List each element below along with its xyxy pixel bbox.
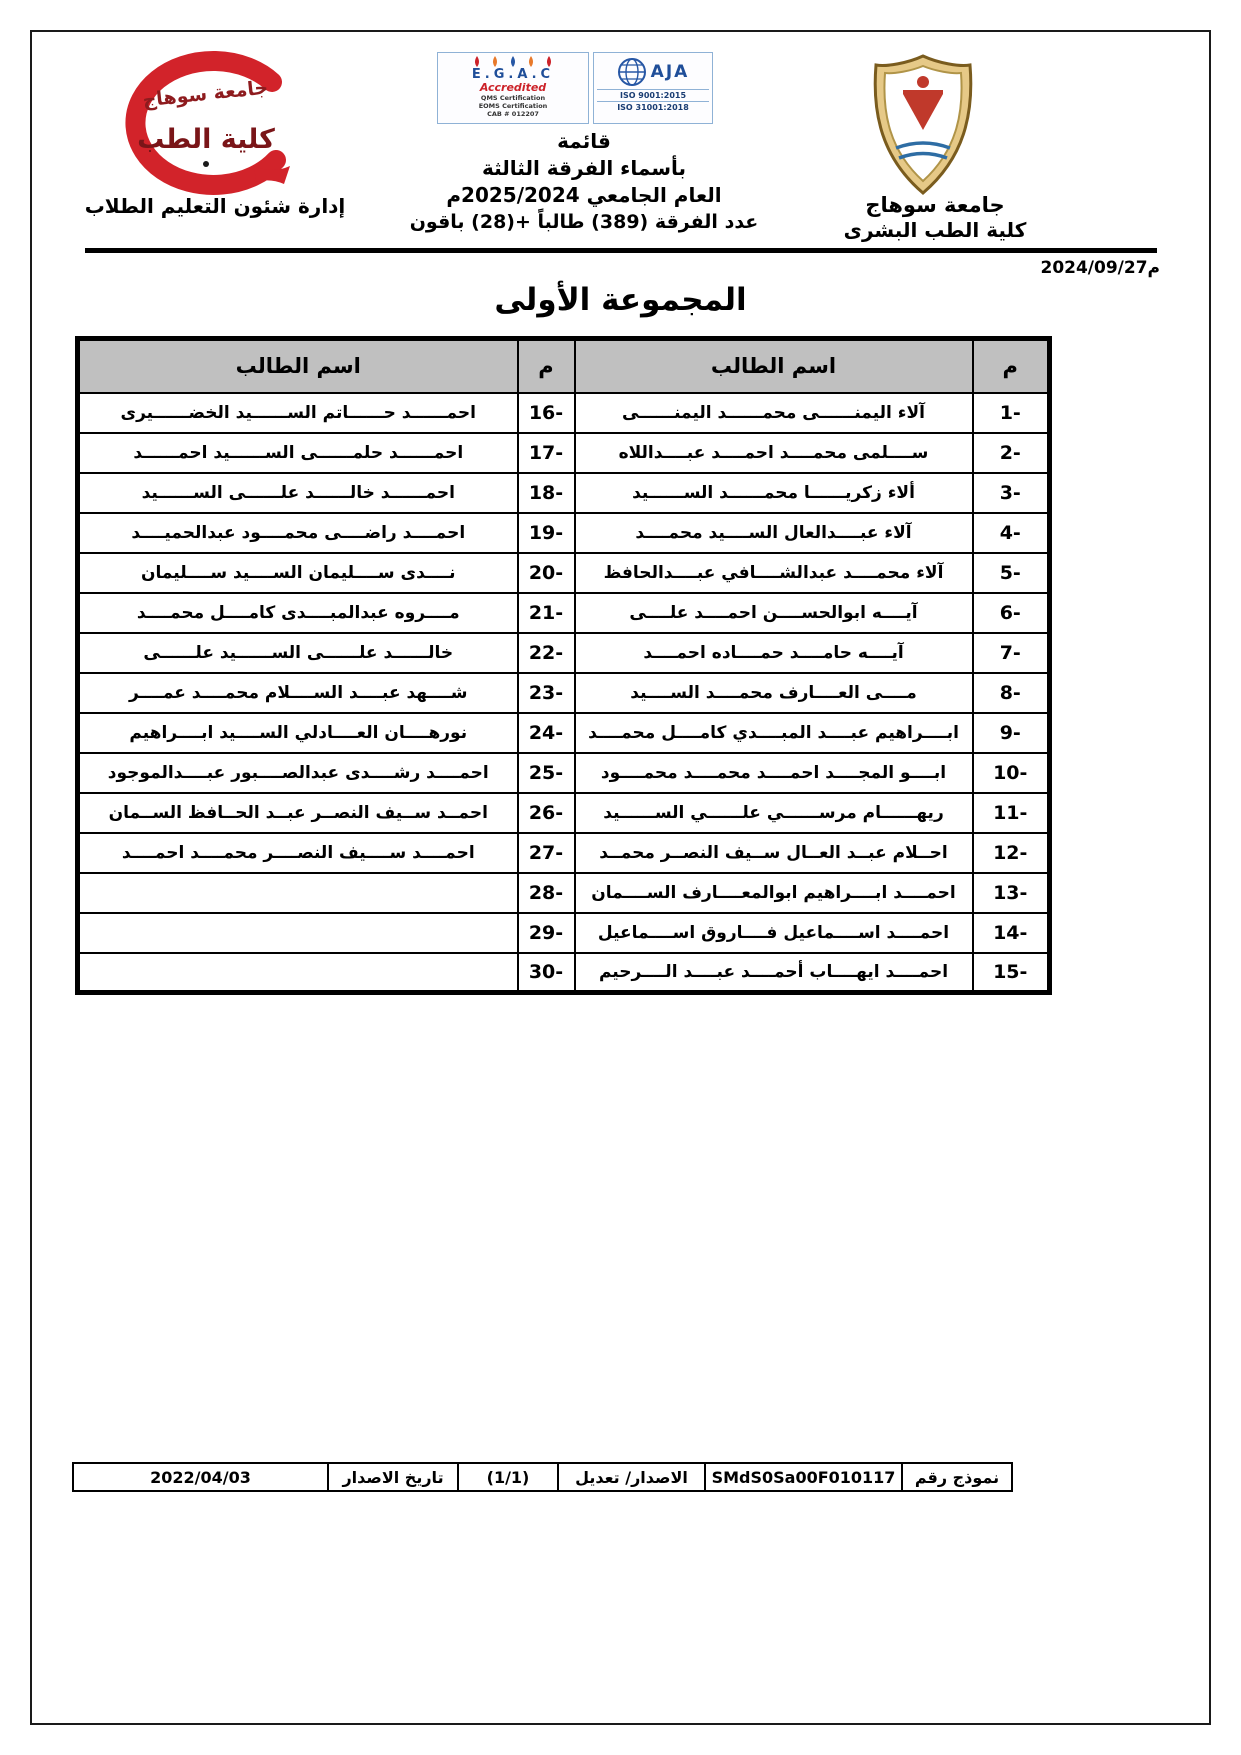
student-name-cell [78, 953, 518, 993]
student-name-cell: احمــــد ايهــــاب أحمــــد عبــــد الــــرحيم [575, 953, 973, 993]
department-label: إدارة شئون التعليم الطلاب [84, 194, 346, 218]
row-number-cell: 17- [518, 433, 575, 473]
row-number-cell: 1- [973, 393, 1050, 433]
form-number-label: نموذج رقم [901, 1464, 1011, 1490]
row-number-cell: 7- [973, 633, 1050, 673]
table-row [78, 553, 1050, 593]
class-count: عدد الفرقة (389) طالباً +(28) باقون [409, 211, 759, 233]
table-row [78, 633, 1050, 673]
egac-accredited-label: Accredited [479, 81, 547, 94]
issue-date-value: 2022/04/03 [150, 1467, 251, 1487]
aja-name: AJA [650, 62, 690, 82]
student-name-cell: آيــــه حامــــد حمــــاده احمــــد [575, 633, 973, 673]
student-name-cell: مــــروه عبدالمبــــدى كامــــل محمــــد [78, 593, 518, 633]
university-name: جامعة سوهاج [865, 193, 1005, 217]
aja-iso-line: ISO 31001:2018 [597, 101, 709, 113]
row-number-cell: 9- [973, 713, 1050, 753]
table-row [78, 673, 1050, 713]
revision-value: (1/1) [457, 1464, 557, 1490]
university-text-block [828, 192, 1042, 243]
student-name-cell: احــلام عبــد العــال ســيف النصــر محمــد [575, 833, 973, 873]
document-header-text [388, 128, 780, 236]
student-name-cell: احمــــــد حــــــاتم الســــــيد الخضــــــيرى [78, 393, 518, 433]
row-number-cell: 21- [518, 593, 575, 633]
column-header-student-name: اسم الطالب [575, 339, 973, 393]
student-name-cell: شــــهد عبــــد الســــلام محمــــد عمــــر [78, 673, 518, 713]
column-header-student-name: اسم الطالب [78, 339, 518, 393]
column-header-number: م [973, 339, 1050, 393]
row-number-cell: 11- [973, 793, 1050, 833]
row-number-cell: 24- [518, 713, 575, 753]
form-control-footer [72, 1462, 1013, 1492]
row-number-cell: 28- [518, 873, 575, 913]
row-number-cell: 10- [973, 753, 1050, 793]
student-name-cell: احمــــد راضــــى محمــــود عبدالحميــــد [78, 513, 518, 553]
row-number-cell: 16- [518, 393, 575, 433]
row-number-cell: 12- [973, 833, 1050, 873]
certification-logo-aja [593, 52, 713, 124]
row-number-cell: 6- [973, 593, 1050, 633]
table-row [78, 473, 1050, 513]
table-row [78, 793, 1050, 833]
student-name-cell: احمــــد رشــــدى عبدالصــــبور عبــــدالموجود [78, 753, 518, 793]
student-name-cell: نــــدى ســــليمان الســــيد ســــليمان [78, 553, 518, 593]
table-row [78, 593, 1050, 633]
globe-icon [617, 57, 647, 87]
students-table [75, 336, 1052, 995]
academic-year: العام الجامعي 2025/2024م [446, 183, 722, 207]
row-number-cell: 25- [518, 753, 575, 793]
student-name-cell: ابــــو المجــــد احمــــد محمــــد محمــــود [575, 753, 973, 793]
row-number-cell: 15- [973, 953, 1050, 993]
row-number-cell: 2- [973, 433, 1050, 473]
faculty-logo-graphic [104, 48, 309, 198]
table-row [78, 953, 1050, 993]
faculty-logo [104, 48, 309, 198]
column-header-number: م [518, 339, 575, 393]
egac-cert-line: QMS Certification [480, 94, 546, 102]
student-name-cell: ســــلمى محمــــد احمــــد عبــــداللاه [575, 433, 973, 473]
list-title: قائمة [557, 129, 611, 153]
logo-university-calligraphy: جامعة سوهاج [141, 76, 270, 112]
logo-faculty-calligraphy: كلية الطب [137, 124, 275, 155]
student-name-cell: احمــــــد خالــــــد علــــــى الســــــيد [78, 473, 518, 513]
logo-dot [203, 161, 209, 167]
row-number-cell: 4- [973, 513, 1050, 553]
student-name-cell: ابــــراهيم عبــــد المبــــدي كامــــل محمــــد [575, 713, 973, 753]
group-title: المجموعة الأولى [494, 282, 747, 318]
row-number-cell: 26- [518, 793, 575, 833]
table-header-row [78, 339, 1050, 393]
student-name-cell: احمــــــد حلمــــــى الســــــيد احمــــــد [78, 433, 518, 473]
student-name-cell: ألاء زكريــــــا محمــــــد الســــــيد [575, 473, 973, 513]
row-number-cell: 8- [973, 673, 1050, 713]
row-number-cell: 29- [518, 913, 575, 953]
row-number-cell: 18- [518, 473, 575, 513]
student-name-cell: آيــــه ابوالحســــن احمــــد علــــى [575, 593, 973, 633]
faculty-name: كلية الطب البشرى [843, 218, 1027, 242]
issue-date-label: تاريخ الاصدار [327, 1464, 457, 1490]
row-number-cell: 3- [973, 473, 1050, 513]
egac-name: E.G.A.C [471, 67, 555, 82]
student-name-cell: احمــد ســيف النصــر عبــد الحــافظ الســمان [78, 793, 518, 833]
row-number-cell: 5- [973, 553, 1050, 593]
row-number-cell: 20- [518, 553, 575, 593]
row-number-cell: 19- [518, 513, 575, 553]
student-name-cell [78, 913, 518, 953]
table-row [78, 713, 1050, 753]
aja-iso-line: ISO 9001:2015 [597, 89, 709, 101]
student-name-cell: احمــــد ســــيف النصــــر محمــــد احمــــد [78, 833, 518, 873]
list-subtitle: بأسماء الفرقة الثالثة [481, 156, 687, 180]
table-row [78, 913, 1050, 953]
student-name-cell: آلاء محمــــد عبدالشــــافي عبــــدالحافظ [575, 553, 973, 593]
university-emblem-graphic [866, 52, 980, 198]
egac-cert-line: CAB # 012207 [487, 110, 539, 118]
table-row [78, 433, 1050, 473]
emblem-sun [917, 76, 929, 88]
row-number-cell: 27- [518, 833, 575, 873]
document-date: 2024/09/27م [1040, 258, 1160, 278]
student-name-cell: آلاء اليمنــــــى محمــــــد اليمنــــــى [575, 393, 973, 433]
row-number-cell: 22- [518, 633, 575, 673]
student-name-cell: خالــــــد علــــــى الســــــيد علــــــى [78, 633, 518, 673]
student-name-cell: ريهــــــام مرســــــي علــــــي الســــــيد [575, 793, 973, 833]
egac-cert-line: EOMS Certification [478, 102, 548, 110]
certification-logo-egac [437, 52, 589, 124]
students-tbody [78, 393, 1050, 993]
aja-logo-row [617, 55, 690, 89]
table-row [78, 833, 1050, 873]
table-row [78, 393, 1050, 433]
student-name-cell: آلاء عبــــدالعال الســــيد محمــــد [575, 513, 973, 553]
student-name-cell: احمــــد اســــماعيل فــــاروق اســــماعيل [575, 913, 973, 953]
table-row [78, 873, 1050, 913]
table-row [78, 513, 1050, 553]
student-name-cell: احمــــد ابــــراهيم ابوالمعــــارف الســــمان [575, 873, 973, 913]
student-name-cell [78, 873, 518, 913]
form-number-value: SMdS0Sa00F010117 [704, 1464, 901, 1490]
table-row [78, 753, 1050, 793]
row-number-cell: 23- [518, 673, 575, 713]
student-name-cell: مــــى العــــارف محمــــد الســــيد [575, 673, 973, 713]
row-number-cell: 30- [518, 953, 575, 993]
university-emblem [866, 52, 980, 198]
revision-label: الاصدار/ تعديل [557, 1464, 704, 1490]
row-number-cell: 14- [973, 913, 1050, 953]
header-divider [85, 248, 1157, 253]
row-number-cell: 13- [973, 873, 1050, 913]
student-name-cell: نورهــــان العــــادلي الســــيد ابــــراهيم [78, 713, 518, 753]
